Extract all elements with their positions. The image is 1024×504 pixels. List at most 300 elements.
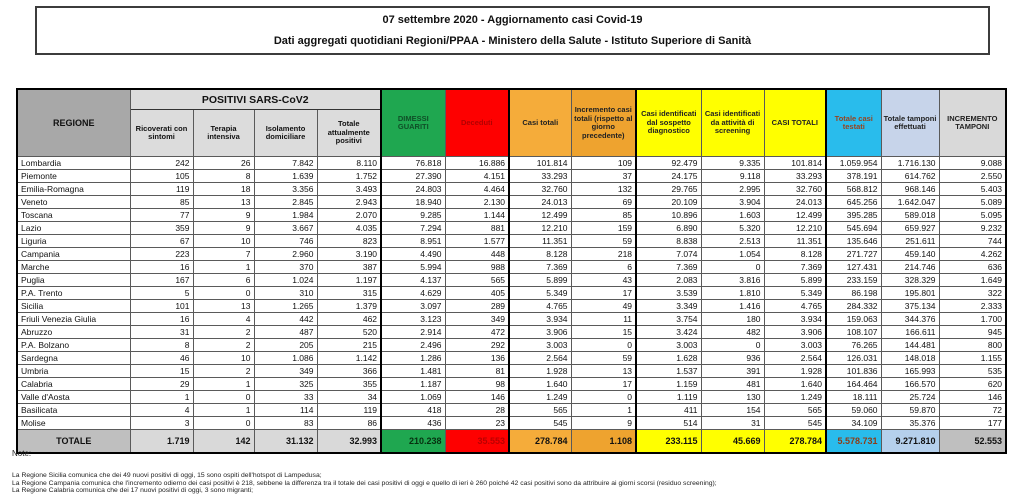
- value-cell: 1.069: [381, 391, 445, 404]
- col-header-totale-positivi: Totale attualmente positivi: [317, 110, 381, 157]
- value-cell: 0: [193, 391, 254, 404]
- value-cell: 127.431: [826, 261, 881, 274]
- value-cell: 881: [445, 222, 509, 235]
- value-cell: 24.175: [636, 170, 701, 183]
- value-cell: 4.262: [939, 248, 1006, 261]
- value-cell: 3.816: [701, 274, 764, 287]
- value-cell: 46: [130, 352, 193, 365]
- value-cell: 8.128: [509, 248, 571, 261]
- value-cell: 746: [254, 235, 317, 248]
- covid-table: [16, 88, 1007, 454]
- value-cell: 278.784: [509, 430, 571, 454]
- value-cell: 395.285: [826, 209, 881, 222]
- value-cell: 24.013: [764, 196, 826, 209]
- region-name: Veneto: [17, 196, 130, 209]
- value-cell: 1.640: [509, 378, 571, 391]
- value-cell: 7.842: [254, 157, 317, 170]
- value-cell: 482: [701, 326, 764, 339]
- value-cell: 3.667: [254, 222, 317, 235]
- value-cell: 462: [317, 313, 381, 326]
- value-cell: 180: [701, 313, 764, 326]
- region-name: Liguria: [17, 235, 130, 248]
- value-cell: 378.191: [826, 170, 881, 183]
- value-cell: 31: [701, 417, 764, 430]
- value-cell: 1.719: [130, 430, 193, 454]
- value-cell: 72: [939, 404, 1006, 417]
- value-cell: 8: [130, 339, 193, 352]
- value-cell: 83: [254, 417, 317, 430]
- value-cell: 1: [193, 378, 254, 391]
- value-cell: 4.464: [445, 183, 509, 196]
- value-cell: 45.669: [701, 430, 764, 454]
- value-cell: 659.927: [881, 222, 939, 235]
- value-cell: 568.812: [826, 183, 881, 196]
- value-cell: 1.984: [254, 209, 317, 222]
- value-cell: 17: [571, 378, 636, 391]
- region-name: Puglia: [17, 274, 130, 287]
- value-cell: 284.332: [826, 300, 881, 313]
- table-row: [17, 287, 1006, 300]
- value-cell: 391: [701, 365, 764, 378]
- value-cell: 101.814: [764, 157, 826, 170]
- value-cell: 11: [571, 313, 636, 326]
- value-cell: 545: [509, 417, 571, 430]
- region-name: Calabria: [17, 378, 130, 391]
- value-cell: 146: [445, 391, 509, 404]
- value-cell: 43: [571, 274, 636, 287]
- value-cell: 344.376: [881, 313, 939, 326]
- table-row: [17, 417, 1006, 430]
- value-cell: 7.369: [509, 261, 571, 274]
- value-cell: 81: [445, 365, 509, 378]
- region-name: Lombardia: [17, 157, 130, 170]
- value-cell: 130: [701, 391, 764, 404]
- value-cell: 459.140: [881, 248, 939, 261]
- value-cell: 154: [701, 404, 764, 417]
- value-cell: 3.539: [636, 287, 701, 300]
- table-row: [17, 157, 1006, 170]
- value-cell: 2.130: [445, 196, 509, 209]
- value-cell: 936: [701, 352, 764, 365]
- value-cell: 1.086: [254, 352, 317, 365]
- value-cell: 8: [193, 170, 254, 183]
- value-cell: 481: [701, 378, 764, 391]
- col-header-casi-totali-2: CASI TOTALI: [764, 89, 826, 157]
- value-cell: 59: [571, 235, 636, 248]
- value-cell: 7.369: [764, 261, 826, 274]
- value-cell: 223: [130, 248, 193, 261]
- value-cell: 800: [939, 339, 1006, 352]
- value-cell: 132: [571, 183, 636, 196]
- value-cell: 823: [317, 235, 381, 248]
- col-header-incremento-tamponi: INCREMENTO TAMPONI: [939, 89, 1006, 157]
- col-header-screening: Casi identificati da attività di screening: [701, 89, 764, 157]
- region-name: Friuli Venezia Giulia: [17, 313, 130, 326]
- value-cell: 146: [939, 391, 1006, 404]
- value-cell: 9.118: [701, 170, 764, 183]
- value-cell: 278.784: [764, 430, 826, 454]
- table-row: [17, 352, 1006, 365]
- value-cell: 2.333: [939, 300, 1006, 313]
- region-name: P.A. Bolzano: [17, 339, 130, 352]
- value-cell: 614.762: [881, 170, 939, 183]
- value-cell: 33: [254, 391, 317, 404]
- value-cell: 166.611: [881, 326, 939, 339]
- value-cell: 1.752: [317, 170, 381, 183]
- value-cell: 76.818: [381, 157, 445, 170]
- value-cell: 114: [254, 404, 317, 417]
- value-cell: 25.724: [881, 391, 939, 404]
- value-cell: 1.810: [701, 287, 764, 300]
- value-cell: 636: [939, 261, 1006, 274]
- value-cell: 210.238: [381, 430, 445, 454]
- value-cell: 218: [571, 248, 636, 261]
- region-name: Campania: [17, 248, 130, 261]
- value-cell: 126.031: [826, 352, 881, 365]
- value-cell: 5.403: [939, 183, 1006, 196]
- value-cell: 3.493: [317, 183, 381, 196]
- value-cell: 744: [939, 235, 1006, 248]
- value-cell: 4.137: [381, 274, 445, 287]
- value-cell: 8.951: [381, 235, 445, 248]
- value-cell: 0: [701, 339, 764, 352]
- value-cell: 375.134: [881, 300, 939, 313]
- value-cell: 7.369: [636, 261, 701, 274]
- value-cell: 69: [571, 196, 636, 209]
- value-cell: 167: [130, 274, 193, 287]
- value-cell: 1.119: [636, 391, 701, 404]
- value-cell: 359: [130, 222, 193, 235]
- region-name: Sardegna: [17, 352, 130, 365]
- value-cell: 214.746: [881, 261, 939, 274]
- value-cell: 33.293: [509, 170, 571, 183]
- value-cell: 1.700: [939, 313, 1006, 326]
- value-cell: 13: [193, 196, 254, 209]
- value-cell: 436: [381, 417, 445, 430]
- value-cell: 565: [445, 274, 509, 287]
- region-name: Abruzzo: [17, 326, 130, 339]
- table-row: [17, 378, 1006, 391]
- value-cell: 545.694: [826, 222, 881, 235]
- title-date: 07 settembre 2020 - Aggiornamento casi Covid-19: [382, 14, 643, 26]
- value-cell: 18.940: [381, 196, 445, 209]
- value-cell: 405: [445, 287, 509, 300]
- value-cell: 4.151: [445, 170, 509, 183]
- value-cell: 205: [254, 339, 317, 352]
- value-cell: 4: [193, 313, 254, 326]
- col-group-positivi: POSITIVI SARS-CoV2: [130, 89, 381, 110]
- table-row: [17, 170, 1006, 183]
- value-cell: 242: [130, 157, 193, 170]
- value-cell: 85: [130, 196, 193, 209]
- value-cell: 1.142: [317, 352, 381, 365]
- notes-label: Note:: [12, 449, 32, 458]
- table-row: [17, 404, 1006, 417]
- title-source: Dati aggregati quotidiani Regioni/PPAA - Ministero della Salute - Istituto Superiore di Sanità: [273, 35, 752, 47]
- value-cell: 1.197: [317, 274, 381, 287]
- value-cell: 3.003: [509, 339, 571, 352]
- note-sicilia: La Regione Sicilia comunica che dei 49 nuovi positivi di oggi, 15 sono ospiti dell'hotspot di Lampedusa;: [12, 472, 322, 479]
- table-row: [17, 274, 1006, 287]
- value-cell: 5.095: [939, 209, 1006, 222]
- col-header-incremento-casi: Incremento casi totali (rispetto al giorno precedente): [571, 89, 636, 157]
- value-cell: 5.899: [764, 274, 826, 287]
- value-cell: 370: [254, 261, 317, 274]
- value-cell: 2.564: [764, 352, 826, 365]
- value-cell: 76.265: [826, 339, 881, 352]
- region-name: Basilicata: [17, 404, 130, 417]
- value-cell: 101: [130, 300, 193, 313]
- value-cell: 1.159: [636, 378, 701, 391]
- value-cell: 7.294: [381, 222, 445, 235]
- col-header-terapia-intensiva: Terapia intensiva: [193, 110, 254, 157]
- value-cell: 92.479: [636, 157, 701, 170]
- value-cell: 349: [445, 313, 509, 326]
- value-cell: 135.646: [826, 235, 881, 248]
- region-name: Piemonte: [17, 170, 130, 183]
- value-cell: 18: [193, 183, 254, 196]
- value-cell: 589.018: [881, 209, 939, 222]
- value-cell: 2.550: [939, 170, 1006, 183]
- value-cell: 18.111: [826, 391, 881, 404]
- region-name: Marche: [17, 261, 130, 274]
- value-cell: 3.906: [509, 326, 571, 339]
- value-cell: 12.210: [764, 222, 826, 235]
- value-cell: 251.611: [881, 235, 939, 248]
- value-cell: 3.003: [636, 339, 701, 352]
- value-cell: 9: [193, 209, 254, 222]
- col-header-isolamento: Isolamento domiciliare: [254, 110, 317, 157]
- value-cell: 0: [571, 391, 636, 404]
- value-cell: 565: [509, 404, 571, 417]
- value-cell: 165.993: [881, 365, 939, 378]
- col-header-sospetto-diagnostico: Casi identificati dal sospetto diagnostico: [636, 89, 701, 157]
- value-cell: 520: [317, 326, 381, 339]
- value-cell: 1.642.047: [881, 196, 939, 209]
- region-name: Umbria: [17, 365, 130, 378]
- value-cell: 2.083: [636, 274, 701, 287]
- table-row: [17, 209, 1006, 222]
- col-header-casi-totali: Casi totali: [509, 89, 571, 157]
- value-cell: 3.190: [317, 248, 381, 261]
- value-cell: 514: [636, 417, 701, 430]
- value-cell: 2: [193, 339, 254, 352]
- value-cell: 3.934: [509, 313, 571, 326]
- value-cell: 1: [193, 261, 254, 274]
- value-cell: 5.320: [701, 222, 764, 235]
- value-cell: 9.271.810: [881, 430, 939, 454]
- value-cell: 1: [571, 404, 636, 417]
- value-cell: 1.379: [317, 300, 381, 313]
- value-cell: 9: [571, 417, 636, 430]
- col-header-deceduti: Deceduti: [445, 89, 509, 157]
- value-cell: 9: [193, 222, 254, 235]
- value-cell: 442: [254, 313, 317, 326]
- value-cell: 2: [193, 365, 254, 378]
- value-cell: 2.995: [701, 183, 764, 196]
- value-cell: 9.232: [939, 222, 1006, 235]
- value-cell: 1.416: [701, 300, 764, 313]
- value-cell: 159: [571, 222, 636, 235]
- value-cell: 177: [939, 417, 1006, 430]
- value-cell: 349: [254, 365, 317, 378]
- value-cell: 195.801: [881, 287, 939, 300]
- value-cell: 328.329: [881, 274, 939, 287]
- value-cell: 1.265: [254, 300, 317, 313]
- value-cell: 620: [939, 378, 1006, 391]
- value-cell: 164.464: [826, 378, 881, 391]
- value-cell: 11.351: [764, 235, 826, 248]
- value-cell: 5.578.731: [826, 430, 881, 454]
- value-cell: 4.629: [381, 287, 445, 300]
- col-header-regione: REGIONE: [17, 89, 130, 157]
- value-cell: 59.060: [826, 404, 881, 417]
- table-row: [17, 339, 1006, 352]
- value-cell: 0: [571, 339, 636, 352]
- value-cell: 645.256: [826, 196, 881, 209]
- value-cell: 3.904: [701, 196, 764, 209]
- value-cell: 6.890: [636, 222, 701, 235]
- value-cell: 8.110: [317, 157, 381, 170]
- value-cell: 13: [571, 365, 636, 378]
- value-cell: 12.210: [509, 222, 571, 235]
- value-cell: 108.107: [826, 326, 881, 339]
- value-cell: 11.351: [509, 235, 571, 248]
- region-name: Lazio: [17, 222, 130, 235]
- value-cell: 35.553: [445, 430, 509, 454]
- value-cell: 159.063: [826, 313, 881, 326]
- value-cell: 7: [193, 248, 254, 261]
- value-cell: 355: [317, 378, 381, 391]
- value-cell: 1.628: [636, 352, 701, 365]
- value-cell: 315: [317, 287, 381, 300]
- table-row: [17, 183, 1006, 196]
- value-cell: 325: [254, 378, 317, 391]
- value-cell: 27.390: [381, 170, 445, 183]
- value-cell: 1.639: [254, 170, 317, 183]
- value-cell: 144.481: [881, 339, 939, 352]
- value-cell: 59: [571, 352, 636, 365]
- value-cell: 1.716.130: [881, 157, 939, 170]
- value-cell: 32.760: [509, 183, 571, 196]
- value-cell: 12.499: [764, 209, 826, 222]
- value-cell: 16: [130, 261, 193, 274]
- value-cell: 33.293: [764, 170, 826, 183]
- value-cell: 1.059.954: [826, 157, 881, 170]
- value-cell: 24.013: [509, 196, 571, 209]
- value-cell: 148.018: [881, 352, 939, 365]
- value-cell: 3.003: [764, 339, 826, 352]
- value-cell: 86: [317, 417, 381, 430]
- value-cell: 86.198: [826, 287, 881, 300]
- table-row: [17, 326, 1006, 339]
- value-cell: 1.187: [381, 378, 445, 391]
- value-cell: 59.870: [881, 404, 939, 417]
- table-row: [17, 313, 1006, 326]
- value-cell: 2.943: [317, 196, 381, 209]
- value-cell: 67: [130, 235, 193, 248]
- value-cell: 15: [571, 326, 636, 339]
- value-cell: 5.349: [509, 287, 571, 300]
- value-cell: 6: [193, 274, 254, 287]
- value-cell: 472: [445, 326, 509, 339]
- value-cell: 24.803: [381, 183, 445, 196]
- value-cell: 3.754: [636, 313, 701, 326]
- value-cell: 1.108: [571, 430, 636, 454]
- value-cell: 945: [939, 326, 1006, 339]
- value-cell: 105: [130, 170, 193, 183]
- value-cell: 37: [571, 170, 636, 183]
- region-name: Emilia-Romagna: [17, 183, 130, 196]
- value-cell: 49: [571, 300, 636, 313]
- value-cell: 119: [130, 183, 193, 196]
- value-cell: 4: [130, 404, 193, 417]
- value-cell: 16: [130, 313, 193, 326]
- value-cell: 310: [254, 287, 317, 300]
- value-cell: 3.349: [636, 300, 701, 313]
- value-cell: 2.960: [254, 248, 317, 261]
- value-cell: 5.349: [764, 287, 826, 300]
- value-cell: 10: [193, 235, 254, 248]
- value-cell: 34: [317, 391, 381, 404]
- note-campania: La Regione Campania comunica che l'incremento odierno dei casi positivi è 218, sebbene la differenza tra il totale dei casi positivi di oggi e quello di ieri è 260 poiché 42 casi positivi sono da attribuire ai giorni scorsi (residuo screening);: [12, 479, 717, 487]
- value-cell: 15: [130, 365, 193, 378]
- table-row: [17, 235, 1006, 248]
- value-cell: 271.727: [826, 248, 881, 261]
- value-cell: 5: [130, 287, 193, 300]
- col-header-casi-testati: Totale casi testati: [826, 89, 881, 157]
- value-cell: 387: [317, 261, 381, 274]
- value-cell: 0: [193, 417, 254, 430]
- value-cell: 3.356: [254, 183, 317, 196]
- value-cell: 2.513: [701, 235, 764, 248]
- value-cell: 166.570: [881, 378, 939, 391]
- value-cell: 23: [445, 417, 509, 430]
- value-cell: 545: [764, 417, 826, 430]
- value-cell: 10: [193, 352, 254, 365]
- value-cell: 0: [193, 287, 254, 300]
- value-cell: 2: [193, 326, 254, 339]
- value-cell: 448: [445, 248, 509, 261]
- table-row: [17, 222, 1006, 235]
- value-cell: 1: [193, 404, 254, 417]
- notes-section: [12, 449, 1012, 495]
- value-cell: 4.490: [381, 248, 445, 261]
- value-cell: 1.481: [381, 365, 445, 378]
- value-cell: 9.335: [701, 157, 764, 170]
- value-cell: 8.838: [636, 235, 701, 248]
- value-cell: 3.097: [381, 300, 445, 313]
- value-cell: 34.109: [826, 417, 881, 430]
- value-cell: 565: [764, 404, 826, 417]
- value-cell: 418: [381, 404, 445, 417]
- value-cell: 233.115: [636, 430, 701, 454]
- value-cell: 1.249: [509, 391, 571, 404]
- value-cell: 9.285: [381, 209, 445, 222]
- value-cell: 1.054: [701, 248, 764, 261]
- value-cell: 3.906: [764, 326, 826, 339]
- value-cell: 52.553: [939, 430, 1006, 454]
- value-cell: 1.144: [445, 209, 509, 222]
- table-wrap: [16, 88, 1007, 454]
- total-label: TOTALE: [17, 430, 130, 454]
- value-cell: 9.088: [939, 157, 1006, 170]
- value-cell: 26: [193, 157, 254, 170]
- col-header-ricoverati: Ricoverati con sintomi: [130, 110, 193, 157]
- value-cell: 1.928: [764, 365, 826, 378]
- note-calabria: La Regione Calabria comunica che dei 17 nuovi positivi di oggi, 3 sono migranti;: [12, 487, 254, 495]
- value-cell: 98: [445, 378, 509, 391]
